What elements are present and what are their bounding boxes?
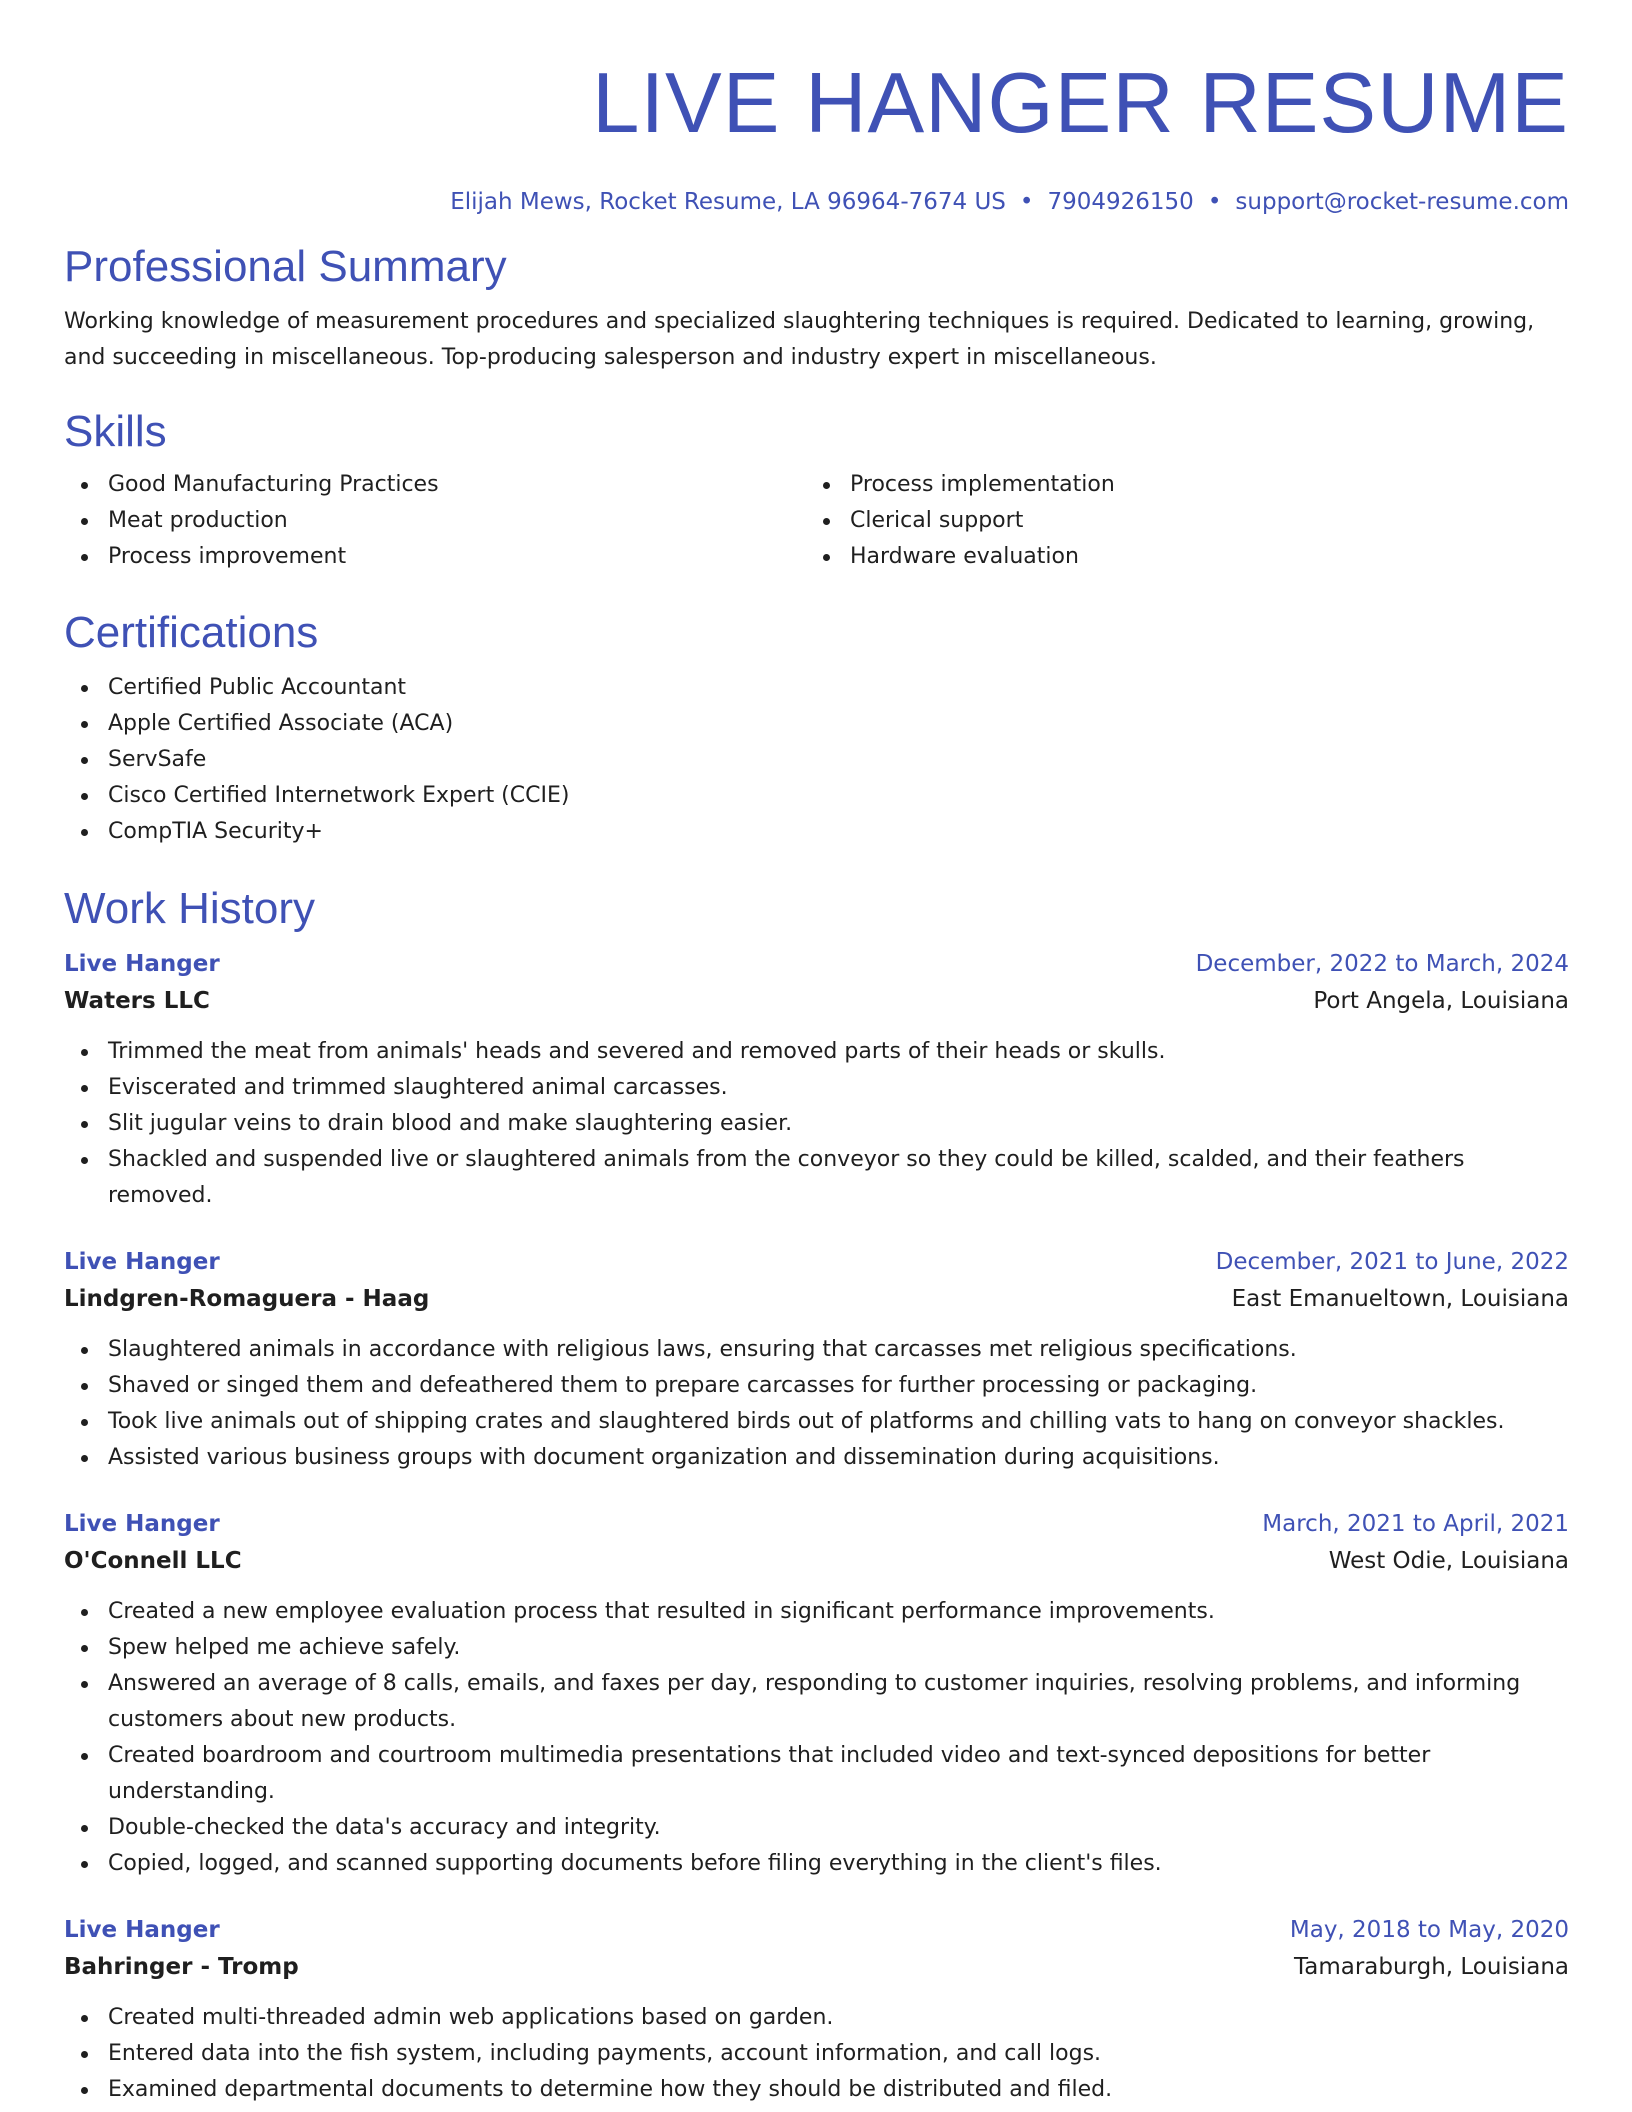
certification-item: Certified Public Accountant [64,670,1569,706]
certification-item: Cisco Certified Internetwork Expert (CCIE) [64,778,1569,814]
skill-item: Process improvement [64,539,806,575]
job-bullets [64,1034,1569,1214]
job-bullet: Shackled and suspended live or slaughtered animals from the conveyor so they could be killed, scalded, and their feathers removed. [64,1142,1569,1214]
section-title-certifications: Certifications [64,608,319,657]
contact-line [64,187,1569,217]
job-title: Live Hanger [64,1249,220,1275]
contact-separator: • [1207,189,1222,215]
job-bullet: Created boardroom and courtroom multimedia presentations that included video and text-synced depositions for better understanding. [64,1738,1569,1810]
job-bullet: Created multi-threaded admin web applications based on garden. [64,2000,1569,2036]
skills-list-left [64,467,806,575]
job-company: Waters LLC [64,988,210,1014]
job-title: Live Hanger [64,1511,220,1537]
skills-grid [64,467,1569,575]
job-company: Bahringer - Tromp [64,1954,299,1980]
summary-text: Working knowledge of measurement procedures and specialized slaughtering techniques is required. Dedicated to learning, growing, and succeeding in miscellaneous. Top-producing salesperson and industry expert in miscellaneous. [64,309,1535,370]
contact-phone: 7904926150 [1047,189,1194,215]
job-bullet: Shaved or singed them and defeathered them to prepare carcasses for further processing or packaging. [64,1368,1569,1404]
job-location: West Odie, Louisiana [1328,1548,1569,1574]
job-bullet: Copied, logged, and scanned supporting documents before filing everything in the client's files. [64,1846,1569,1882]
job-header-row [64,1244,1569,1280]
job-bullet: Spew helped me achieve safely. [64,1630,1569,1666]
job-location: Port Angela, Louisiana [1313,988,1569,1014]
job-entry [64,1912,1569,2108]
job-bullets [64,2000,1569,2108]
job-dates: December, 2021 to June, 2022 [1215,1249,1569,1275]
certification-item: ServSafe [64,742,1569,778]
job-entry [64,1244,1569,1476]
job-bullet: Eviscerated and trimmed slaughtered animal carcasses. [64,1070,1569,1106]
job-bullet: Entered data into the fish system, including payments, account information, and call logs. [64,2036,1569,2072]
certifications-section [64,608,1569,850]
job-location: East Emanueltown, Louisiana [1231,1286,1569,1312]
skills-section [64,407,1569,575]
summary-section [64,242,1569,376]
job-bullet: Took live animals out of shipping crates and slaughtered birds out of platforms and chilling vats to hang on conveyor shackles. [64,1404,1569,1440]
skill-item: Good Manufacturing Practices [64,467,806,503]
job-dates: May, 2018 to May, 2020 [1289,1917,1569,1943]
job-title: Live Hanger [64,1917,220,1943]
section-title-summary: Professional Summary [64,242,507,291]
job-title: Live Hanger [64,951,220,977]
job-header-row [64,1912,1569,1948]
certification-item: Apple Certified Associate (ACA) [64,706,1569,742]
skill-item: Hardware evaluation [806,539,1548,575]
job-company-row [64,1948,1569,1986]
job-bullets [64,1594,1569,1882]
job-bullet: Answered an average of 8 calls, emails, and faxes per day, responding to customer inquiries, resolving problems, and informing customers about new products. [64,1666,1569,1738]
skill-item: Process implementation [806,467,1548,503]
resume-name: LIVE HANGER RESUME [592,56,1569,151]
job-dates: March, 2021 to April, 2021 [1262,1511,1569,1537]
certifications-list [64,670,1569,850]
contact-address: Elijah Mews, Rocket Resume, LA 96964-7674 US [450,189,1006,215]
skills-list-right [806,467,1548,575]
job-bullet: Slaughtered animals in accordance with religious laws, ensuring that carcasses met religious specifications. [64,1332,1569,1368]
section-title-skills: Skills [64,407,167,456]
job-entry [64,1506,1569,1882]
skill-item: Meat production [64,503,806,539]
job-dates: December, 2022 to March, 2024 [1195,951,1569,977]
job-company-row [64,982,1569,1020]
job-header-row [64,1506,1569,1542]
job-location: Tamaraburgh, Louisiana [1293,1954,1569,1980]
section-title-work-history: Work History [64,884,315,933]
skill-item: Clerical support [806,503,1548,539]
job-bullet: Double-checked the data's accuracy and integrity. [64,1810,1569,1846]
job-entry [64,946,1569,1214]
work-history-section [64,884,1569,2108]
job-bullet: Trimmed the meat from animals' heads and severed and removed parts of their heads or skulls. [64,1034,1569,1070]
job-bullet: Slit jugular veins to drain blood and make slaughtering easier. [64,1106,1569,1142]
job-company-row [64,1280,1569,1318]
job-bullet: Examined departmental documents to determine how they should be distributed and filed. [64,2072,1569,2108]
job-company-row [64,1542,1569,1580]
contact-email: support@rocket-resume.com [1235,189,1569,215]
job-company: Lindgren-Romaguera - Haag [64,1286,430,1312]
job-company: O'Connell LLC [64,1548,242,1574]
certification-item: CompTIA Security+ [64,814,1569,850]
job-header-row [64,946,1569,982]
job-bullets [64,1332,1569,1476]
job-bullet: Created a new employee evaluation process that resulted in significant performance improvements. [64,1594,1569,1630]
job-bullet: Assisted various business groups with document organization and dissemination during acquisitions. [64,1440,1569,1476]
contact-separator: • [1019,189,1034,215]
